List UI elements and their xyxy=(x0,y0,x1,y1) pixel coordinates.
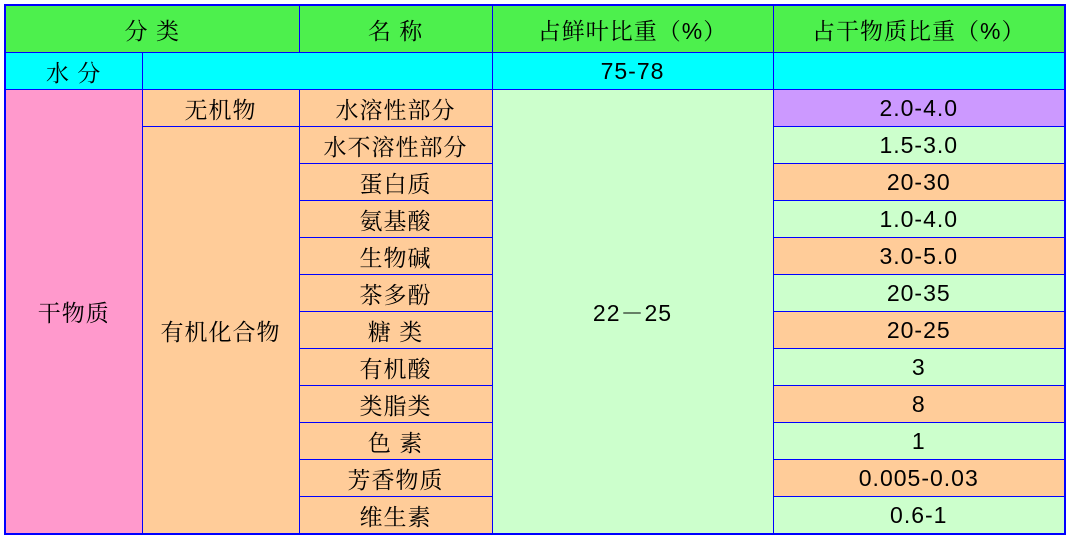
row-name: 色 素 xyxy=(299,423,492,460)
row-name: 生物碱 xyxy=(299,238,492,275)
row-dry-ratio: 8 xyxy=(773,386,1065,423)
row-dry-ratio: 2.0-4.0 xyxy=(773,90,1065,127)
table-header-row xyxy=(5,5,1065,53)
table-row xyxy=(5,90,1065,127)
row-dry-ratio: 1.5-3.0 xyxy=(773,127,1065,164)
dry-matter-fresh-ratio: 22－25 xyxy=(492,90,773,535)
water-label: 水 分 xyxy=(5,53,142,90)
row-dry-ratio: 20-25 xyxy=(773,312,1065,349)
group-label-organic: 有机化合物 xyxy=(142,127,299,535)
table-row-water xyxy=(5,53,1065,90)
row-name: 类脂类 xyxy=(299,386,492,423)
row-dry-ratio: 0.6-1 xyxy=(773,497,1065,535)
header-category: 分 类 xyxy=(5,5,299,53)
group-label-inorganic: 无机物 xyxy=(142,90,299,127)
row-dry-ratio: 1 xyxy=(773,423,1065,460)
tea-composition-table xyxy=(4,4,1066,535)
row-name: 蛋白质 xyxy=(299,164,492,201)
row-name: 维生素 xyxy=(299,497,492,535)
water-name-blank xyxy=(142,53,492,90)
row-name: 水不溶性部分 xyxy=(299,127,492,164)
water-dry-ratio xyxy=(773,53,1065,90)
row-name: 氨基酸 xyxy=(299,201,492,238)
water-fresh-ratio: 75-78 xyxy=(492,53,773,90)
row-name: 糖 类 xyxy=(299,312,492,349)
row-dry-ratio: 20-30 xyxy=(773,164,1065,201)
row-name: 有机酸 xyxy=(299,349,492,386)
header-name: 名 称 xyxy=(299,5,492,53)
row-name: 茶多酚 xyxy=(299,275,492,312)
row-dry-ratio: 0.005-0.03 xyxy=(773,460,1065,497)
dry-matter-label: 干物质 xyxy=(5,90,142,535)
row-dry-ratio: 1.0-4.0 xyxy=(773,201,1065,238)
header-dry-ratio: 占干物质比重（%） xyxy=(773,5,1065,53)
row-dry-ratio: 20-35 xyxy=(773,275,1065,312)
row-name: 水溶性部分 xyxy=(299,90,492,127)
row-dry-ratio: 3.0-5.0 xyxy=(773,238,1065,275)
row-name: 芳香物质 xyxy=(299,460,492,497)
header-fresh-ratio: 占鲜叶比重（%） xyxy=(492,5,773,53)
row-dry-ratio: 3 xyxy=(773,349,1065,386)
